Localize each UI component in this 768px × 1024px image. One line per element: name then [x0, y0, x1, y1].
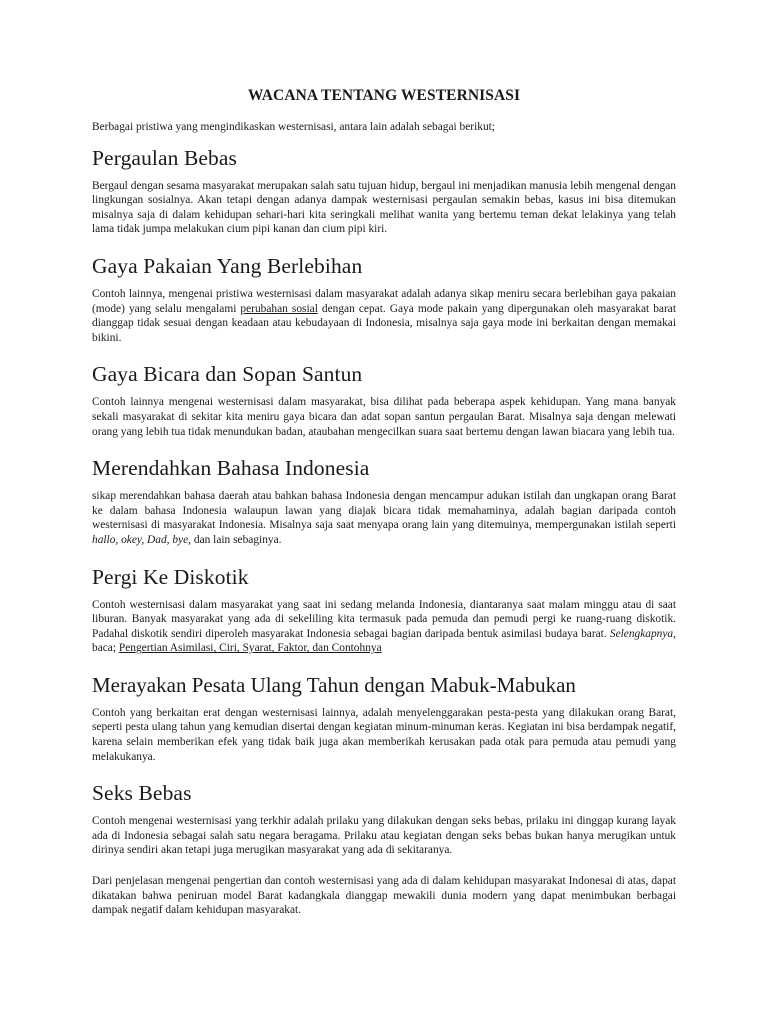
- section-body-pergi-ke-diskotik: [92, 598, 676, 656]
- section-body-merayakan-pesta: Contoh yang berkaitan erat dengan westernisasi lainnya, adalah menyelenggarakan pesta-pesta yang dilakukan orang Barat, seperti pesta ulang tahun yang kemudian disertai dengan kegiatan minum-minuman keras. Kegiatan ini bisa berdampak negatif, karena selain memberikan efek yang tidak baik juga akan memberikah kerusakan pada otak para pemuda atau pemudi yang melakukanya.: [92, 706, 676, 763]
- section-body-gaya-bicara: Contoh lainnya mengenai westernisasi dalam masyarakat, bisa dilihat pada beberapa aspek kehidupan. Yang mana banyak sekali masyarakat di sekitar kita meniru gaya bicara dan adat sopan santun pergaulan Barat. Misalnya saja dengan melewati orang yang lebih tua tidak menundukan badan, ataubahan mengecilkan suara saat bertemu dengan lawan biacara yang lebih tua.: [92, 396, 676, 438]
- section-heading-merayakan-pesta: Merayakan Pesata Ulang Tahun dengan Mabuk-Mabukan: [92, 672, 576, 697]
- section-body-gaya-pakaian: [92, 287, 676, 345]
- document-page: [92, 86, 676, 918]
- section-body-seks-bebas: Contoh mengenai westernisasi yang terkhir adalah prilaku yang dilakukan dengan seks bebas, prilaku ini dinggap kurang layak ada di Indonesia sebagai salah satu negara beragama. Prilaku atau kegiatan dengan seks bebas bukan hanya merugikan untuk dirinya sendiri akan tetapi juga merugikan masyarakat yang ada di sekitaranya.: [92, 815, 676, 857]
- section-heading-gaya-pakaian: Gaya Pakaian Yang Berlebihan: [92, 253, 363, 278]
- selengkapnya-text: Selengkapnya: [609, 627, 674, 640]
- pengertian-asimilasi-link[interactable]: Pengertian Asimilasi, Ciri, Syarat, Faktor, dan Contohnya: [118, 642, 382, 655]
- document-title: WACANA TENTANG WESTERNISASI: [247, 87, 521, 104]
- body-text: Contoh westernisasi dalam masyarakat yang saat ini sedang melanda Indonesia, diantaranya saat malam minggu atau di saat liburan. Banyak masyarakat yang ada di sekeliling kita termasuk pada pemuda dan pemudi pergi ke ruang-ruang diskotik. Padahal diskotik sendiri diperoleh masyarakat Indonesia sebagai bagian daripada bentuk asimilasi budaya barat.: [92, 598, 676, 640]
- closing-paragraph: Dari penjelasan mengenai pengertian dan contoh westernisasi yang ada di dalam kehidupan masyarakat Indonesai di atas, dapat dikatakan bahwa peniruan model Barat kadangkala dianggap mewakili dunia modern yang dapat menimbukan berbagai dampak negatif dalam kehidupan masyarakat.: [92, 875, 676, 917]
- section-body-pergaulan-bebas: Bergaul dengan sesama masyarakat merupakan salah satu tujuan hidup, bergaul ini menjadikan manusia lebih mengenal dengan lingkungan sosialnya. Akan tetapi dengan adanya dampak westernisasi pergaulan semakin bebas, kasus ini bisa ditemukan misalnya saja di dalam kehidupan sehari-hari kita seringkali melihat wanita yang bertemu teman dekat lelakinya yang telah lama tidak jumpa melakukan cium pipi kanan dan cium pipi kiri.: [92, 179, 676, 236]
- section-heading-seks-bebas: Seks Bebas: [92, 781, 192, 806]
- section-heading-pergaulan-bebas: Pergaulan Bebas: [92, 145, 237, 170]
- section-body-merendahkan-bahasa: [92, 489, 676, 547]
- section-heading-merendahkan-bahasa: Merendahkan Bahasa Indonesia: [92, 456, 370, 481]
- italic-examples: hallo, okey, Dad, bye: [92, 533, 189, 546]
- intro-paragraph: Berbagai pristiwa yang mengindikaskan westernisasi, antara lain adalah sebagai berikut;: [92, 121, 495, 133]
- body-text: dengan cepat. Gaya mode pakain yang dipergunakan oleh masyarakat barat dianggap tidak sesuai dengan keadaan atau kebudayaan di Indonesia, misalnya saja gaya mode ini berkaitan dengan memakai bikini.: [92, 302, 676, 344]
- body-text: , dan lain sebaginya.: [188, 533, 282, 546]
- body-text: , baca;: [92, 627, 676, 655]
- section-heading-pergi-ke-diskotik: Pergi Ke Diskotik: [92, 564, 249, 589]
- perubahan-sosial-link[interactable]: perubahan sosial: [240, 302, 318, 315]
- body-text: sikap merendahkan bahasa daerah atau bahkan bahasa Indonesia dengan mencampur adukan istilah dan ungkapan orang Barat ke dalam bahasa Indonesia walaupun lawan yang diajak bicara tidak memahaminya, adalah bagian daripada contoh westernisasi di masyarakat Indonesia. Misalnya saja saat menyapa orang lain yang ditemuinya, mempergunakan istilah seperti: [92, 490, 676, 532]
- section-heading-gaya-bicara: Gaya Bicara dan Sopan Santun: [92, 362, 363, 387]
- body-text: Contoh lainnya, mengenai pristiwa westernisasi dalam masyarakat adalah adanya sikap meniru secara berlebihan gaya pakaian (mode) yang selalu mengalami: [92, 287, 676, 315]
